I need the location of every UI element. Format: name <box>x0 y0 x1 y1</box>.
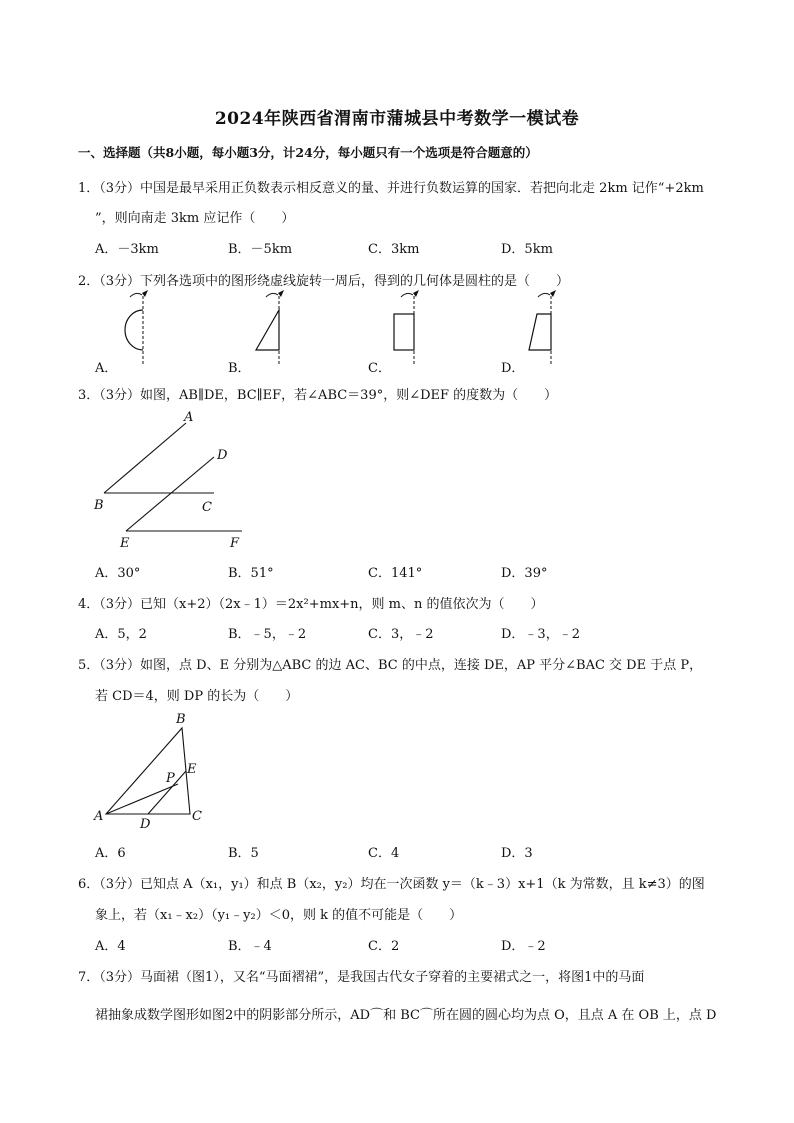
q5-option-d: D．3 <box>501 846 533 861</box>
question-3-line-1: 3．（3分）如图，AB∥DE，BC∥EF，若∠ABC＝39°，则∠DEF 的度数为（ ） <box>78 388 558 403</box>
q5-label-c: C <box>192 809 202 824</box>
q4-option-a: A．5，2 <box>95 627 147 642</box>
q2-option-d: D． <box>501 361 525 376</box>
question-5-line-1: 5．（3分）如图，点 D、E 分别为△ABC 的边 AC、BC 的中点，连接 DE，AP 平分∠BAC 交 DE 于点 P， <box>78 658 703 673</box>
question-1-line-1: 1．（3分）中国是最早采用正负数表示相反意义的量、并进行负数运算的国家．若把向北走 2km 记作“+2km <box>78 181 704 196</box>
q5-label-p: P <box>166 771 175 786</box>
q3-label-f: F <box>230 536 240 551</box>
q6-option-a: A．4 <box>95 939 126 954</box>
q5-option-c: C．4 <box>368 846 400 861</box>
q2-option-b: B． <box>228 361 251 376</box>
q6-option-b: B．﹣4 <box>228 939 272 954</box>
q3-figure <box>90 405 260 555</box>
q4-option-c: C．3，﹣2 <box>368 627 434 642</box>
question-7-line-1: 7．（3分）马面裙（图1），又名“马面褶裙”，是我国古代女子穿着的主要裙式之一，将图1中的马面 <box>78 970 645 985</box>
q3-label-e: E <box>120 536 130 551</box>
q5-label-a: A <box>94 809 104 824</box>
q2-figure-b <box>250 292 300 370</box>
q6-option-c: C．2 <box>368 939 400 954</box>
q3-label-a: A <box>184 410 194 425</box>
q5-option-b: B．5 <box>228 846 259 861</box>
q2-option-a: A． <box>95 361 118 376</box>
q5-label-e: E <box>187 762 197 777</box>
question-4-line-1: 4．（3分）已知（x+2）（2x﹣1）＝2x²+mx+n，则 m、n 的值依次为（ ） <box>78 597 544 612</box>
q2-option-c: C． <box>368 361 391 376</box>
question-6-line-2: 象上，若（x₁﹣x₂）（y₁﹣y₂）＜0，则 k 的值不可能是（ ） <box>95 908 463 923</box>
q2-figure-a <box>112 292 162 370</box>
q3-option-c: C．141° <box>368 566 423 581</box>
question-2-line-1: 2．（3分）下列各选项中的图形绕虚线旋转一周后，得到的几何体是圆柱的是（ ） <box>78 274 570 289</box>
q5-label-b: B <box>176 712 186 727</box>
question-6-line-1: 6．（3分）已知点 A（x₁，y₁）和点 B（x₂，y₂）均在一次函数 y＝（k﹣3）x+1（k 为常数，且 k≠3）的图 <box>78 877 705 892</box>
q3-label-b: B <box>94 498 104 513</box>
q5-label-d: D <box>140 817 151 832</box>
q1-option-d: D．5km <box>501 242 553 257</box>
q3-option-b: B．51° <box>228 566 274 581</box>
q5-figure <box>90 710 220 835</box>
question-7-line-2: 裙抽象成数学图形如图2中的阴影部分所示，AD⌒和 BC⌒所在圆的圆心均为点 O，且点 A 在 OB 上，点 D <box>95 1008 717 1023</box>
q3-option-d: D．39° <box>501 566 548 581</box>
q6-option-d: D．﹣2 <box>501 939 546 954</box>
q5-option-a: A．6 <box>95 846 126 861</box>
q1-option-a: A．－3km <box>95 242 159 257</box>
question-1-line-2: ”，则向南走 3km 应记作（ ） <box>95 211 295 226</box>
q2-figure-d <box>525 292 575 370</box>
q3-label-c: C <box>202 500 212 515</box>
q2-figure-c <box>390 292 440 370</box>
page-title: 2024年陕西省渭南市蒲城县中考数学一模试卷 <box>214 109 580 129</box>
q3-label-d: D <box>217 448 228 463</box>
q4-option-b: B．﹣5，﹣2 <box>228 627 307 642</box>
q1-option-c: C．3km <box>368 242 420 257</box>
section-heading: 一、选择题（共8小题，每小题3分，计24分，每小题只有一个选项是符合题意的） <box>78 145 538 160</box>
q1-option-b: B．－5km <box>228 242 293 257</box>
q4-option-d: D．﹣3，﹣2 <box>501 627 580 642</box>
q3-option-a: A．30° <box>95 566 141 581</box>
question-5-line-2: 若 CD＝4，则 DP 的长为（ ） <box>95 689 299 704</box>
